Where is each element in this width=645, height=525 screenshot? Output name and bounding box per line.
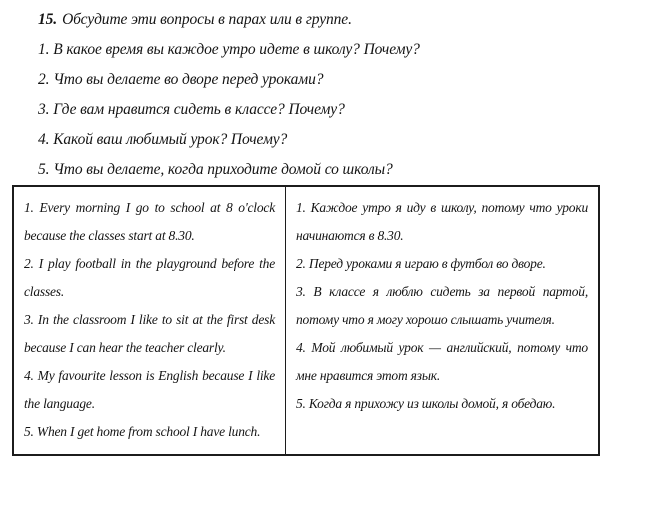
question-3: 3. Где вам нравится сидеть в классе? Почему? bbox=[38, 101, 345, 118]
answer-russian-5: 5. Когда я прихожу из школы домой, я обедаю. bbox=[296, 396, 556, 411]
exercise-block bbox=[0, 0, 645, 185]
answer-russian-3: 3. В классе я люблю сидеть за первой партой, потому что я могу хорошо слышать учителя. bbox=[296, 284, 588, 327]
answer-english-3: 3. In the classroom I like to sit at the first desk because I can hear the teacher clearly. bbox=[24, 312, 275, 355]
answer-russian-4: 4. Мой любимый урок — английский, потому что мне нравится этот язык. bbox=[296, 340, 588, 383]
answer-russian-1: 1. Каждое утро я иду в школу, потому что уроки начинаются в 8.30. bbox=[296, 200, 588, 243]
answers-table bbox=[12, 185, 600, 456]
answer-english-5: 5. When I get home from school I have lunch. bbox=[24, 424, 261, 439]
question-5: 5. Что вы делаете, когда приходите домой со школы? bbox=[38, 161, 393, 178]
answer-english-2: 2. I play football in the playground before the classes. bbox=[24, 256, 275, 299]
exercise-instruction: Обсудите эти вопросы в парах или в группе. bbox=[62, 11, 352, 28]
answer-english-4: 4. My favourite lesson is English because I like the language. bbox=[24, 368, 275, 411]
answers-english-column bbox=[14, 187, 286, 454]
answers-russian-column bbox=[286, 187, 598, 454]
question-1: 1. В какое время вы каждое утро идете в школу? Почему? bbox=[38, 41, 420, 58]
exercise-number: 15. bbox=[38, 11, 58, 28]
answer-russian-2: 2. Перед уроками я играю в футбол во дворе. bbox=[296, 256, 546, 271]
exercise-heading bbox=[38, 5, 645, 35]
question-4: 4. Какой ваш любимый урок? Почему? bbox=[38, 131, 288, 148]
question-2: 2. Что вы делаете во дворе перед уроками? bbox=[38, 71, 324, 88]
answer-english-1: 1. Every morning I go to school at 8 o'clock because the classes start at 8.30. bbox=[24, 200, 275, 243]
